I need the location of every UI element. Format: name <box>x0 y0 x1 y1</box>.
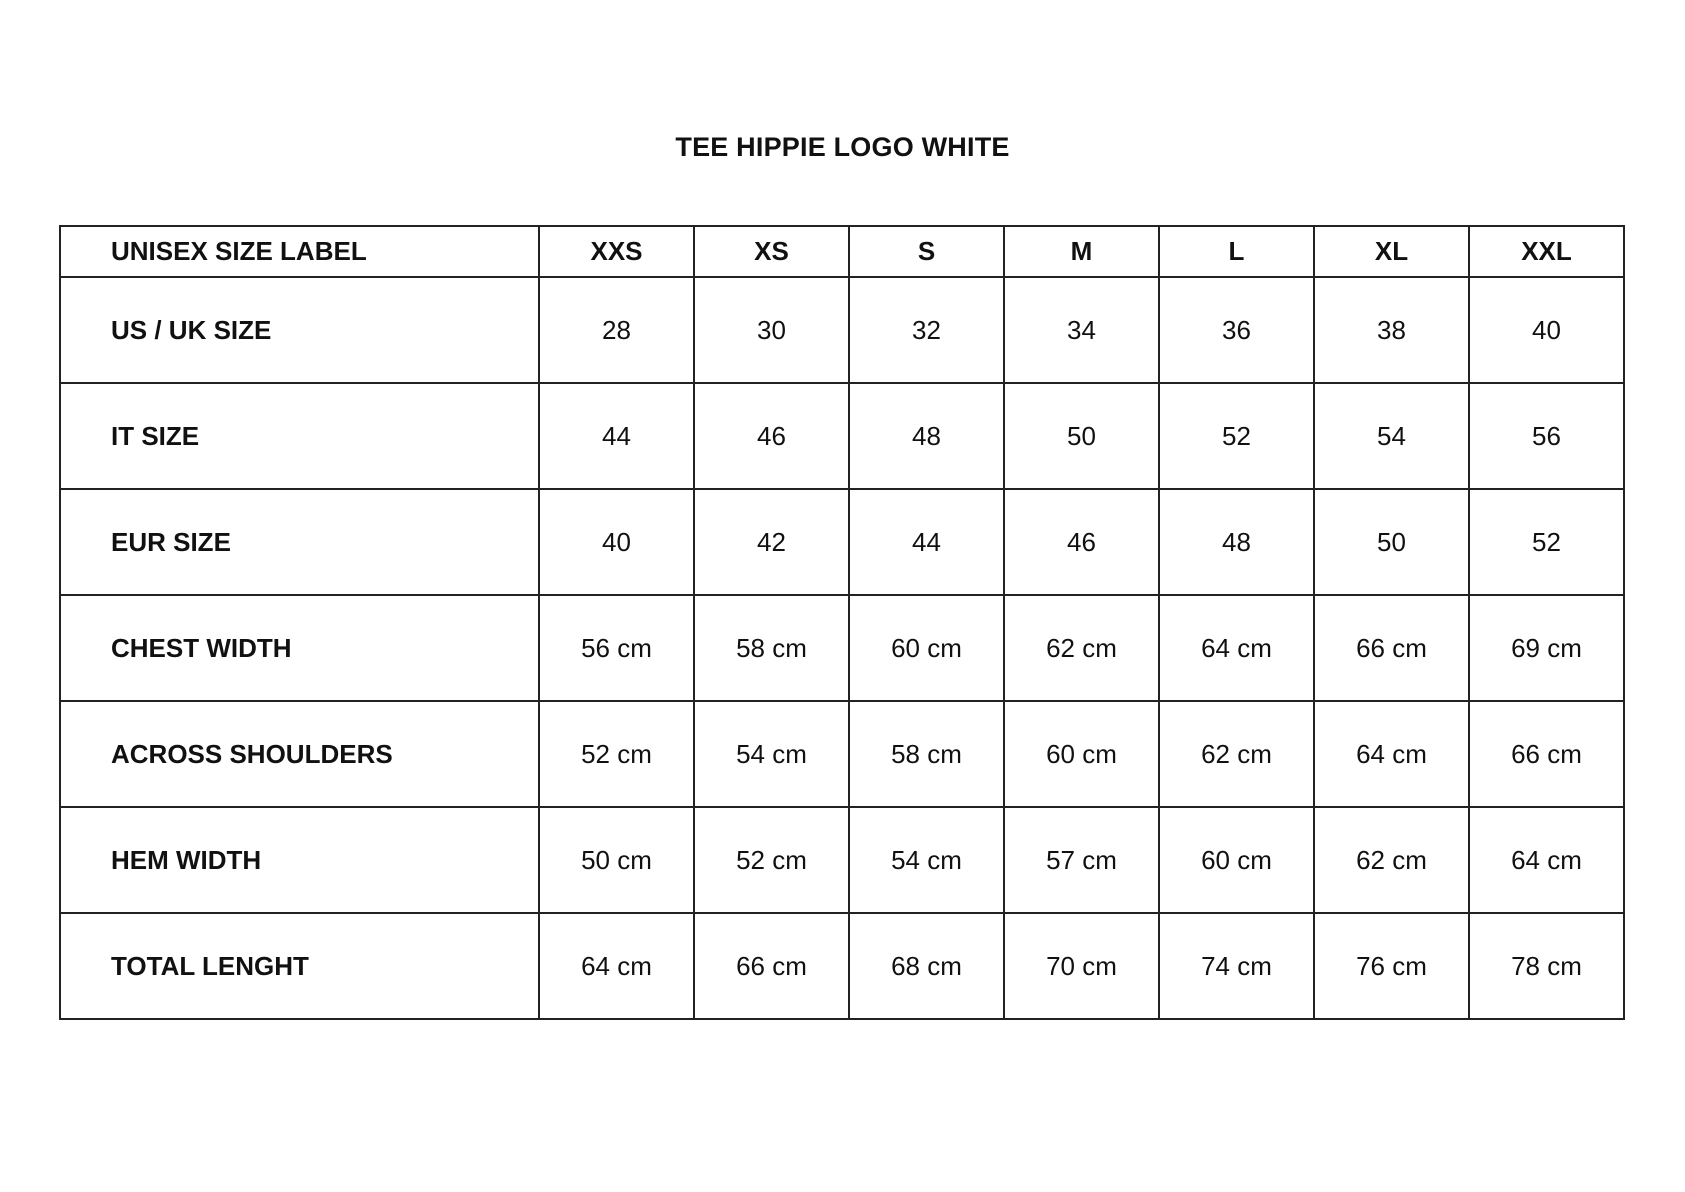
table-cell: 44 <box>849 489 1004 595</box>
table-cell: 28 <box>539 277 694 383</box>
table-cell: 52 cm <box>539 701 694 807</box>
table-cell: 64 cm <box>539 913 694 1019</box>
table-cell: 52 cm <box>694 807 849 913</box>
table-cell: 56 <box>1469 383 1624 489</box>
table-cell: 44 <box>539 383 694 489</box>
table-cell: 66 cm <box>1314 595 1469 701</box>
table-cell: 70 cm <box>1004 913 1159 1019</box>
table-cell: 54 cm <box>694 701 849 807</box>
table-cell: 60 cm <box>849 595 1004 701</box>
size-header-cell: XL <box>1314 226 1469 277</box>
table-row <box>60 807 1624 913</box>
size-header-cell: XS <box>694 226 849 277</box>
table-cell: 48 <box>849 383 1004 489</box>
row-label-cell: IT SIZE <box>60 383 539 489</box>
table-cell: 69 cm <box>1469 595 1624 701</box>
table-cell: 64 cm <box>1159 595 1314 701</box>
table-cell: 40 <box>1469 277 1624 383</box>
row-label-cell: EUR SIZE <box>60 489 539 595</box>
table-cell: 62 cm <box>1159 701 1314 807</box>
size-header-cell: S <box>849 226 1004 277</box>
table-cell: 60 cm <box>1159 807 1314 913</box>
table-cell: 32 <box>849 277 1004 383</box>
table-cell: 52 <box>1469 489 1624 595</box>
table-cell: 52 <box>1159 383 1314 489</box>
table-cell: 36 <box>1159 277 1314 383</box>
row-label-cell: HEM WIDTH <box>60 807 539 913</box>
table-cell: 54 cm <box>849 807 1004 913</box>
page-title: TEE HIPPIE LOGO WHITE <box>675 132 1010 162</box>
table-cell: 66 cm <box>694 913 849 1019</box>
table-cell: 46 <box>1004 489 1159 595</box>
table-cell: 48 <box>1159 489 1314 595</box>
table-row <box>60 701 1624 807</box>
table-cell: 78 cm <box>1469 913 1624 1019</box>
table-cell: 38 <box>1314 277 1469 383</box>
size-header-cell: M <box>1004 226 1159 277</box>
table-cell: 66 cm <box>1469 701 1624 807</box>
row-label-cell: CHEST WIDTH <box>60 595 539 701</box>
table-cell: 64 cm <box>1314 701 1469 807</box>
size-header-cell: L <box>1159 226 1314 277</box>
table-cell: 60 cm <box>1004 701 1159 807</box>
table-cell: 58 cm <box>849 701 1004 807</box>
table-row <box>60 383 1624 489</box>
table-cell: 64 cm <box>1469 807 1624 913</box>
size-chart-table <box>59 225 1625 1020</box>
table-cell: 76 cm <box>1314 913 1469 1019</box>
table-cell: 50 <box>1314 489 1469 595</box>
table-cell: 46 <box>694 383 849 489</box>
table-row <box>60 277 1624 383</box>
table-cell: 62 cm <box>1314 807 1469 913</box>
table-cell: 68 cm <box>849 913 1004 1019</box>
table-row <box>60 913 1624 1019</box>
header-label-cell: UNISEX SIZE LABEL <box>60 226 539 277</box>
table-cell: 40 <box>539 489 694 595</box>
table-cell: 62 cm <box>1004 595 1159 701</box>
table-header-row <box>60 226 1624 277</box>
table-row <box>60 595 1624 701</box>
size-header-cell: XXL <box>1469 226 1624 277</box>
table-cell: 50 cm <box>539 807 694 913</box>
table-cell: 42 <box>694 489 849 595</box>
row-label-cell: TOTAL LENGHT <box>60 913 539 1019</box>
table-cell: 54 <box>1314 383 1469 489</box>
table-cell: 58 cm <box>694 595 849 701</box>
row-label-cell: US / UK SIZE <box>60 277 539 383</box>
table-cell: 57 cm <box>1004 807 1159 913</box>
row-label-cell: ACROSS SHOULDERS <box>60 701 539 807</box>
table-cell: 56 cm <box>539 595 694 701</box>
table-cell: 50 <box>1004 383 1159 489</box>
table-cell: 74 cm <box>1159 913 1314 1019</box>
table-row <box>60 489 1624 595</box>
table-cell: 34 <box>1004 277 1159 383</box>
table-cell: 30 <box>694 277 849 383</box>
size-header-cell: XXS <box>539 226 694 277</box>
